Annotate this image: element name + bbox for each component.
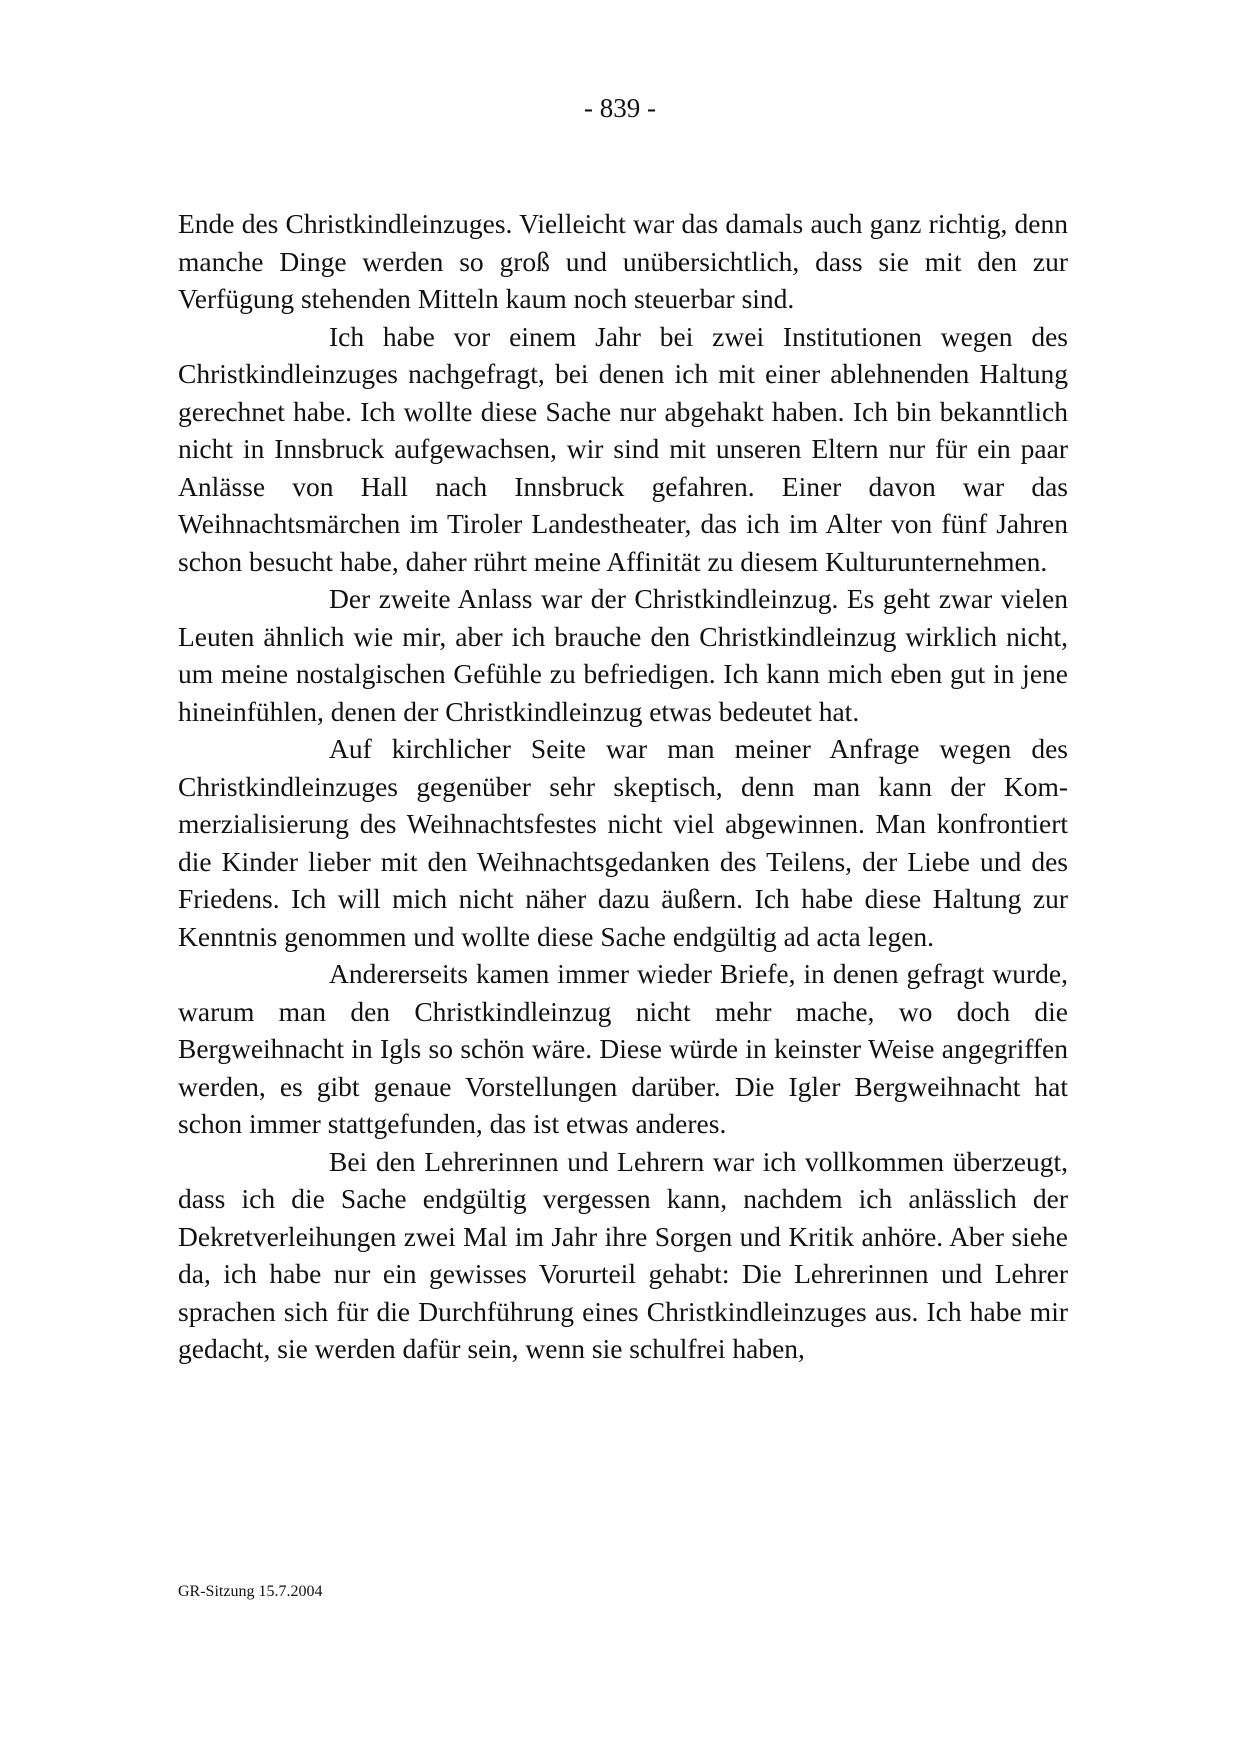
footer-text: GR-Sitzung 15.7.2004 [178,1583,323,1600]
body-text [178,205,1068,1368]
paragraph: Ich habe vor einem Jahr bei zwei Institutionen wegen des Christkindleinzuges nachgefragt, bei denen ich mit einer ablehnenden Haltung gerechnet habe. Ich wollte diese Sache nur abgehakt haben. Ich bin bekanntlich nicht in Innsbruck aufgewachsen, wir sind mit unseren Eltern nur für ein paar Anlässe von Hall nach Innsbruck gefahren. Einer davon war das Weihnachtsmärchen im Tiroler Landestheater, das ich im Alter von fünf Jahren schon besucht habe, daher rührt meine Affinität zu diesem Kulturunternehmen. [178,320,1068,577]
paragraph: Bei den Lehrerinnen und Lehrern war ich vollkommen überzeugt, dass ich die Sache endgültig vergessen kann, nachdem ich anlässlich der Dekretverleihungen zwei Mal im Jahr ihre Sorgen und Kritik anhöre. Aber siehe da, ich habe nur ein gewisses Vorurteil gehabt: Die Lehrerinnen und Lehrer sprachen sich für die Durchführung eines Christkindleinzuges aus. Ich habe mir gedacht, sie werden dafür sein, wenn sie schulfrei haben, [178,1145,1068,1364]
paragraph: Auf kirchlicher Seite war man meiner Anfrage wegen des Christkindleinzuges gegenüber sehr skeptisch, denn man kann der Kommerzialisierung des Weihnachtsfestes nicht viel abgewinnen. Man konfrontiert die Kinder lieber mit den Weihnachtsgedanken des Teilens, der Liebe und des Friedens. Ich will mich nicht näher dazu äußern. Ich habe diese Haltung zur Kenntnis genommen und wollte diese Sache endgültig ad acta legen. [178,733,1068,952]
paragraph: Der zweite Anlass war der Christkindleinzug. Es geht zwar vielen Leuten ähnlich wie mir, aber ich brauche den Christkindleinzug wirklich nicht, um meine nostalgischen Gefühle zu befriedigen. Ich kann mich eben gut in jene hineinfühlen, denen der Christkindleinzug etwas bedeutet hat. [178,583,1068,727]
paragraph: Ende des Christkindleinzuges. Vielleicht war das damals auch ganz richtig, denn manche Dinge werden so groß und unübersichtlich, dass sie mit den zur Verfügung stehenden Mitteln kaum noch steuerbar sind. [178,208,1068,314]
paragraph: Andererseits kamen immer wieder Briefe, in denen gefragt wurde, warum man den Christkindleinzug nicht mehr mache, wo doch die Bergweihnacht in Igls so schön wäre. Diese würde in keinster Weise angegriffen werden, es gibt genaue Vorstellungen darüber. Die Igler Bergweihnacht hat schon immer stattgefunden, das ist etwas anderes. [178,958,1068,1139]
page-number: - 839 - [584,93,656,123]
